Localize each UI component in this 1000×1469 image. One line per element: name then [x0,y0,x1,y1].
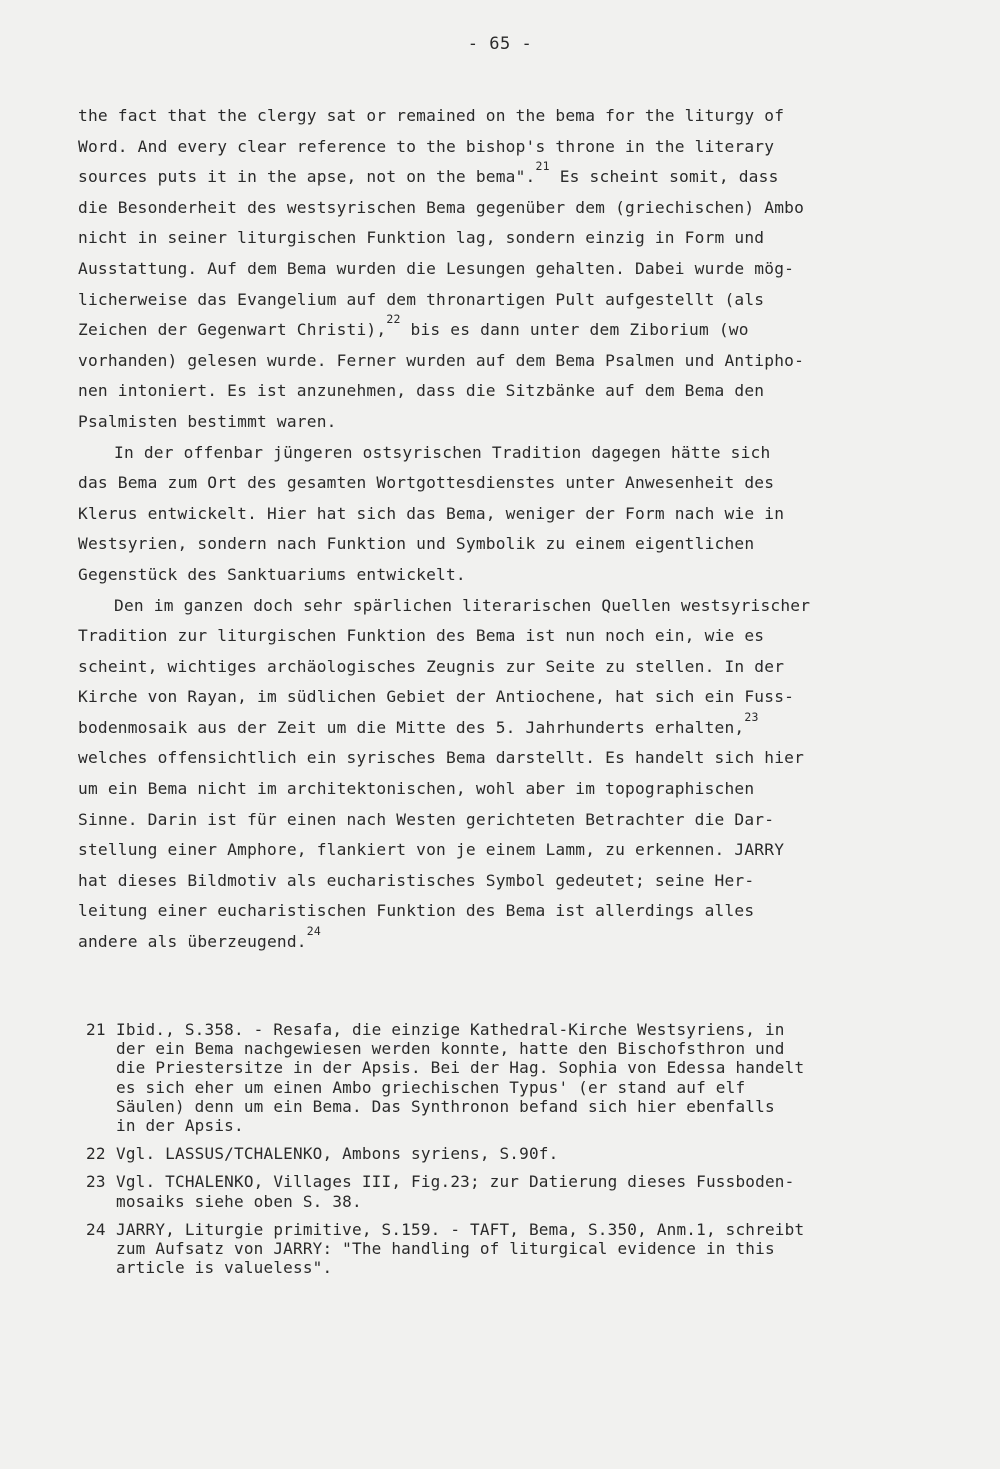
footnote-line: JARRY, Liturgie primitive, S.159. - TAFT, Bema, S.350, Anm.1, schreibt [116,1219,805,1239]
text-line: Gegenstück des Sanktuariums entwickelt. [78,564,466,584]
text-line: scheint, wichtiges archäologisches Zeugnis zur Seite zu stellen. In der [78,656,785,676]
text-line: In der offenbar jüngeren ostsyrischen Tradition dagegen hätte sich [114,442,771,462]
footnotes [86,1020,936,1286]
text-line: Tradition zur liturgischen Funktion des Bema ist nun noch ein, wie es [78,626,765,646]
text-line: nen intoniert. Es ist anzunehmen, dass die Sitzbänke auf dem Bema den [78,381,765,401]
footnote-line: Säulen) denn um ein Bema. Das Synthronon befand sich hier ebenfalls [116,1096,775,1116]
footnote-23 [86,1172,936,1210]
text-line: das Bema zum Ort des gesamten Wortgottesdienstes unter Anwesenheit des [78,473,775,493]
text-line: nicht in seiner liturgischen Funktion lag, sondern einzig in Form und [78,228,765,248]
main-text [78,101,928,958]
text-line: the fact that the clergy sat or remained on the bema for the liturgy of [78,106,785,125]
footnote-line: zum Aufsatz von JARRY: "The handling of liturgical evidence in this [116,1239,775,1259]
footnote-ref-23: 23 [744,709,759,724]
footnote-line: die Priestersitze in der Apsis. Bei der Hag. Sophia von Edessa handelt [116,1058,805,1078]
text-line: um ein Bema nicht im architektonischen, wohl aber im topographischen [78,779,755,799]
footnote-line: es sich eher um einen Ambo griechischen Typus' (er stand auf elf [116,1077,746,1097]
text-line: Sinne. Darin ist für einen nach Westen gerichteten Betrachter die Dar- [78,809,775,829]
footnote-ref-24: 24 [306,924,322,939]
footnote-number: 22 [86,1144,106,1164]
text-line: leitung einer eucharistischen Funktion des Bema ist allerdings alles [78,901,755,921]
page-number: - 65 - [467,34,533,54]
text-line: Kirche von Rayan, im südlichen Gebiet der Antiochene, hat sich ein Fuss- [78,687,795,707]
footnote-line: Vgl. TCHALENKO, Villages III, Fig.23; zur Datierung dieses Fussboden- [116,1172,795,1192]
text-line: Klerus entwickelt. Hier hat sich das Bema, weniger der Form nach wie in [78,503,785,523]
footnote-line: mosaiks siehe oben S. 38. [116,1191,362,1211]
footnote-line: in der Apsis. [116,1116,244,1136]
footnote-22 [86,1144,936,1163]
footnote-ref-22: 22 [386,312,401,327]
text-line: Zeichen der Gegenwart Christi),$^{22}$ bis es dann unter dem Ziborium (wo [78,312,749,340]
text-line: sources puts it in the apse, not on the bema".$^{21}$ Es scheint somit, dass [78,159,779,187]
text-line: stellung einer Amphore, flankiert von je einem Lamm, zu erkennen. JARRY [78,840,785,860]
footnote-line: article is valueless". [116,1258,333,1278]
text-line: andere als überzeugend.$^{24}$ [78,924,322,952]
footnote-24 [86,1220,936,1278]
footnote-number: 24 [86,1219,106,1239]
text-line: Westsyrien, sondern nach Funktion und Symbolik zu einem eigentlichen [78,534,755,554]
footnote-line: Ibid., S.358. - Resafa, die einzige Kathedral-Kirche Westsyriens, in [116,1020,785,1039]
text-line: Word. And every clear reference to the bishop's throne in the literary [78,136,775,156]
footnote-21 [86,1020,936,1135]
text-line: hat dieses Bildmotiv als eucharistisches Symbol gedeutet; seine Her- [78,870,755,890]
footnote-line: der ein Bema nachgewiesen werden konnte, hatte den Bischofsthron und [116,1039,785,1059]
text-line: vorhanden) gelesen wurde. Ferner wurden auf dem Bema Psalmen und Antipho- [78,350,805,370]
footnote-line: Vgl. LASSUS/TCHALENKO, Ambons syriens, S.90f. [116,1144,559,1164]
text-line: die Besonderheit des westsyrischen Bema gegenüber dem (griechischen) Ambo [78,197,805,217]
footnote-ref-21: 21 [535,159,550,174]
text-line: Psalmisten bestimmt waren. [78,411,337,431]
text-line: Ausstattung. Auf dem Bema wurden die Lesungen gehalten. Dabei wurde mög- [78,258,795,278]
text-line: bodenmosaik aus der Zeit um die Mitte des 5. Jahrhunderts erhalten,$^{23}$ [78,709,759,737]
footnote-number: 21 [86,1020,106,1039]
footnote-number: 23 [86,1172,106,1192]
text-line: welches offensichtlich ein syrisches Bema darstellt. Es handelt sich hier [78,748,805,768]
text-line: licherweise das Evangelium auf dem thronartigen Pult aufgestellt (als [78,289,765,309]
text-line: Den im ganzen doch sehr spärlichen literarischen Quellen westsyrischer [114,595,811,615]
